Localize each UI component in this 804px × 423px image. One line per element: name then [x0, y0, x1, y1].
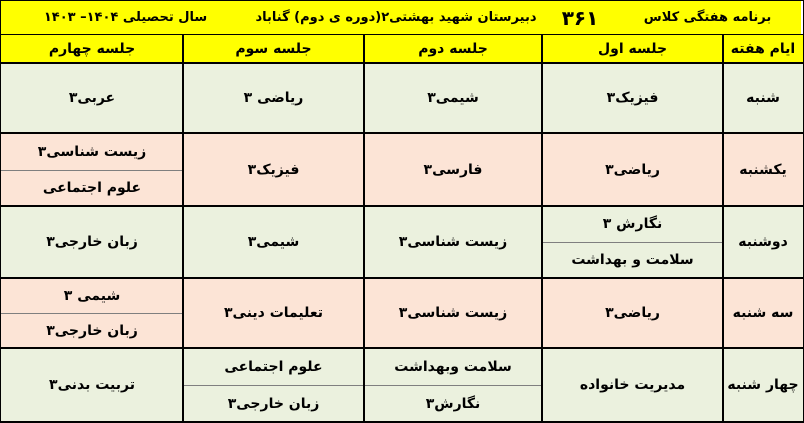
session-cell-bottom — [183, 385, 364, 422]
session-cell — [183, 278, 364, 348]
session-cell — [183, 63, 364, 133]
session-cell-top — [1, 278, 183, 313]
grid-line — [0, 62, 804, 64]
subject: ریاضی۳ — [605, 161, 660, 178]
session-cell-top — [183, 348, 364, 385]
session-cell — [183, 133, 364, 206]
header-session-1-label: جلسه اول — [597, 41, 668, 57]
split-line — [1, 170, 183, 171]
session-cell — [542, 133, 723, 206]
header-session-4 — [1, 35, 183, 63]
header-day — [723, 35, 803, 63]
header-session-1 — [542, 35, 723, 63]
session-cell-bottom — [1, 170, 183, 206]
header-session-3 — [183, 35, 364, 63]
header-session-3-label: جلسه سوم — [235, 41, 312, 57]
subject: فیزیک۳ — [606, 90, 659, 106]
grid-line — [0, 0, 804, 1]
title-program-cell — [614, 1, 801, 34]
session-cell — [364, 278, 542, 348]
session-cell — [542, 63, 723, 133]
session-cell — [364, 206, 542, 278]
grid-line — [0, 34, 804, 35]
header-session-2-label: جلسه دوم — [418, 41, 488, 57]
subject: زیست شناسی۳ — [398, 305, 508, 321]
subject: زیست شناسی۳ — [37, 143, 147, 160]
subject: تربیت بدنی۳ — [49, 377, 135, 393]
title-class-number-cell — [540, 1, 620, 34]
day-cell-5 — [723, 348, 803, 422]
subject: شیمی۳ — [247, 234, 300, 250]
subject: تعلیمات دینی۳ — [223, 305, 324, 321]
session-cell-bottom — [364, 385, 542, 422]
title-school-cell — [250, 1, 542, 34]
subject: زبان خارجی۳ — [227, 395, 320, 412]
grid-line — [541, 34, 543, 423]
day-cell-4 — [723, 278, 803, 348]
title-school: دبیرستان شهید بهشتی۲(دوره ی دوم) گناباد — [255, 10, 537, 25]
grid-line — [722, 34, 724, 423]
grid-line — [0, 347, 804, 349]
subject: عربی۳ — [68, 90, 116, 106]
header-session-2 — [364, 35, 542, 63]
title-year-cell — [1, 1, 250, 34]
day-label: سه شنبه — [732, 305, 794, 321]
subject: شیمی۳ — [427, 90, 479, 106]
day-label: یکشنبه — [739, 161, 787, 178]
subject: نگارش ۳ — [602, 216, 663, 232]
split-line — [1, 313, 183, 314]
session-cell — [1, 348, 183, 422]
subject: زبان خارجی۳ — [46, 234, 138, 250]
subject: علوم اجتماعی — [224, 358, 323, 375]
split-line — [542, 242, 723, 243]
grid-line — [363, 34, 365, 423]
session-cell — [1, 63, 183, 133]
title-program: برنامه هفتگی کلاس — [643, 10, 772, 25]
subject: فیزیک۳ — [247, 161, 300, 178]
session-cell — [1, 206, 183, 278]
grid-line — [0, 205, 804, 207]
subject: نگارش۳ — [425, 395, 481, 412]
day-label: چهار شنبه — [727, 377, 799, 393]
subject: فارسی۳ — [423, 161, 483, 178]
grid-line — [182, 34, 184, 423]
subject: شیمی ۳ — [63, 287, 121, 304]
session-cell-bottom — [1, 313, 183, 348]
subject: ریاضی۳ — [605, 305, 660, 321]
day-cell-2 — [723, 133, 803, 206]
grid-line — [0, 0, 1, 423]
grid-line — [0, 132, 804, 134]
session-cell — [542, 278, 723, 348]
day-cell-3 — [723, 206, 803, 278]
title-class-number: ۳۶۱ — [561, 5, 599, 30]
day-label: دوشنبه — [738, 234, 788, 250]
subject: زبان خارجی۳ — [46, 322, 138, 339]
session-cell-top — [1, 133, 183, 170]
grid-line — [0, 277, 804, 279]
session-cell — [364, 63, 542, 133]
title-year: سال تحصیلی ۱۴۰۴– ۱۴۰۳ — [43, 10, 208, 25]
subject: علوم اجتماعی — [42, 180, 142, 196]
session-cell-top — [542, 206, 723, 242]
session-cell — [364, 133, 542, 206]
subject: سلامت وبهداشت — [394, 358, 512, 375]
day-label: شنبه — [746, 90, 780, 106]
session-cell-bottom — [542, 242, 723, 278]
header-session-4-label: جلسه چهارم — [48, 41, 136, 57]
subject: سلامت و بهداشت — [571, 252, 694, 268]
subject: مدیریت خانواده — [579, 377, 686, 393]
session-cell-top — [364, 348, 542, 385]
day-cell-1 — [723, 63, 803, 133]
subject: زیست شناسی۳ — [398, 234, 508, 250]
session-cell — [183, 206, 364, 278]
subject: ریاضی ۳ — [243, 90, 304, 106]
header-day-label: ایام هفته — [730, 41, 796, 57]
session-cell — [542, 348, 723, 422]
